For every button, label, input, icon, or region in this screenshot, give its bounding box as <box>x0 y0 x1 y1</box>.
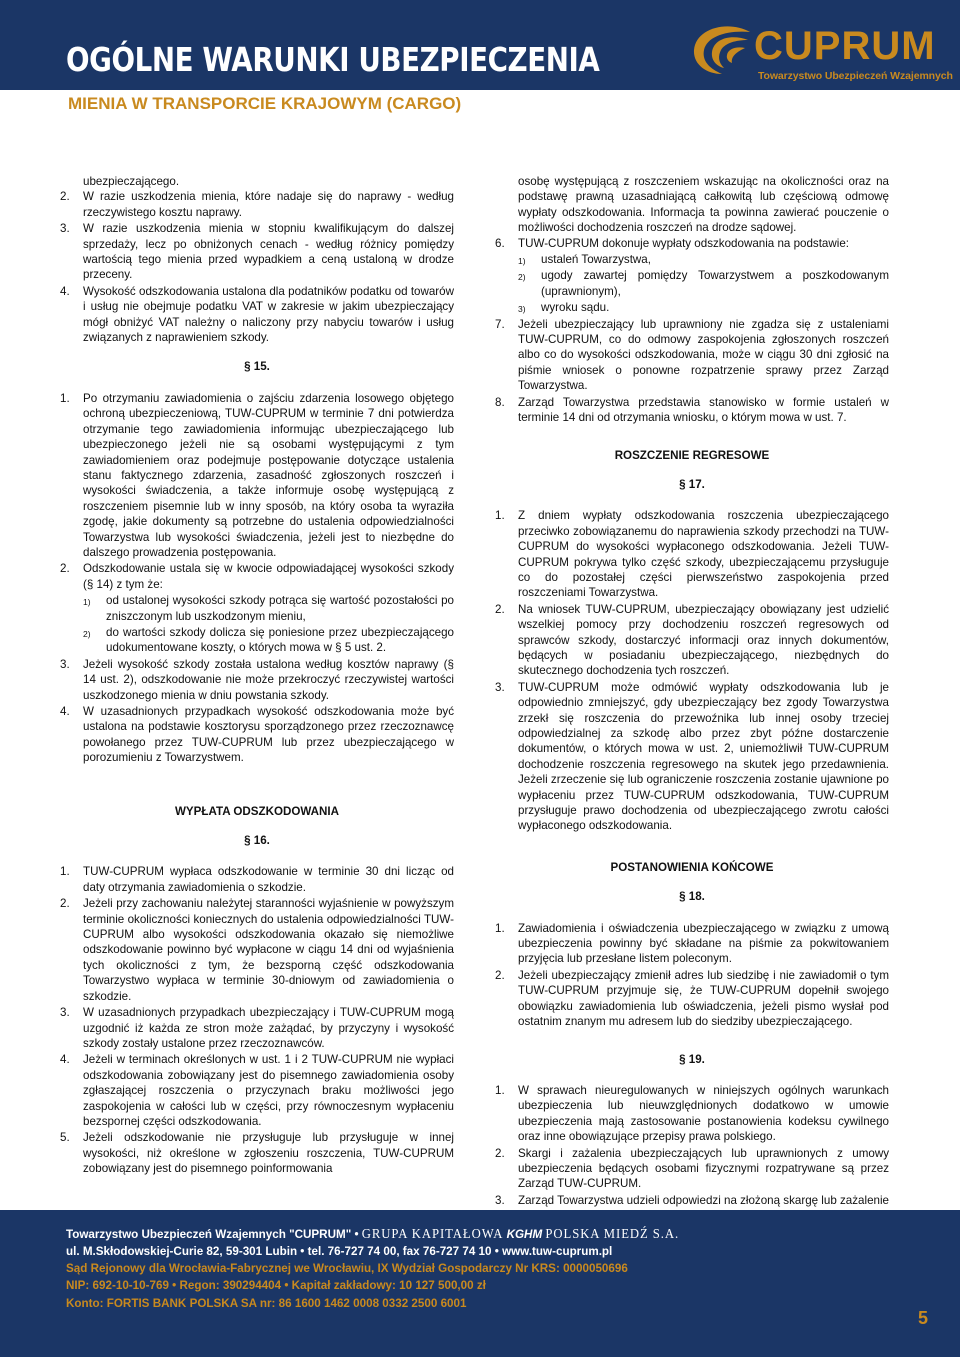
list-item <box>495 680 889 834</box>
footer-company-line <box>66 1226 679 1242</box>
footer-nip: NIP: 692-10-10-769 • Regon: 390294404 • Kapitał zakładowy: 10 127 500,00 zł <box>66 1278 486 1292</box>
item-number: 3. <box>495 680 505 694</box>
item-text: W uzasadnionych przypadkach ubezpieczający i TUW-CUPRUM mogą uzgodnić iż każda ze stron może zażądać, by przyczyny i wysokość szkody zostały ustalone przez rzeczoznawców. <box>83 1006 454 1050</box>
item-number: 3. <box>60 222 70 236</box>
sub-item-number: 1) <box>83 597 91 608</box>
list-item <box>60 657 454 703</box>
item-text: Jeżeli przy zachowaniu należytej staranności wyjaśnienie w powyższym terminie okoliczności koniecznych do ustalenia odpowiedzialności TUW-CUPRUM albo wysokości odszkodowania okazało się niemożliwe odszkodowanie powinno być wypłacone w ciągu 14 dni od wyjaśnienia tych okoliczności z tym, że bezsporną część odszkodowania Towarzystwo wypłaca w terminie 30-dniowym od zawiadomienia o szkodzie. <box>83 897 454 1003</box>
section-number: § 19. <box>679 1052 705 1066</box>
item-number: 1. <box>495 509 505 523</box>
item-number: 2. <box>60 190 70 204</box>
item-text: Wysokość odszkodowania ustalona dla podatników podatku od towarów i usług nie obejmuje podatku VAT w zakresie w jakim ubezpieczający mógł obniżyć VAT należny o naliczony przy nabyciu towarów i usług związanych z naprawieniem szkody. <box>83 284 454 345</box>
item-text: Jeżeli wysokość szkody została ustalona według kosztów naprawy (§ 14 ust. 2), odszkodowanie nie może przekroczyć rzeczywistej wartości uszkodzonego mienia w dniu powstania szkody. <box>83 657 454 702</box>
item-number: 3. <box>495 1193 505 1207</box>
list-item <box>60 284 454 346</box>
list-item <box>60 221 454 283</box>
page-number: 5 <box>917 1308 928 1328</box>
list-item <box>60 704 454 766</box>
list-item <box>60 189 454 220</box>
cuprum-logo <box>688 22 953 84</box>
item-text: Jeżeli w terminach określonych w ust. 1 i 2 TUW-CUPRUM nie wypłaci odszkodowania zobowiązany jest do pisemnego zawiadomienia osoby zgłaszającej roszczenia o przyczynach braku możliwości jego zaspokojenia w całości lub w części, przy równoczesnym wypłaceniu bezspornej części odszkodowania. <box>83 1053 454 1128</box>
item-number: 2. <box>495 968 505 982</box>
footer-group: GRUPA KAPITAŁOWA <box>361 1226 504 1241</box>
item-text: Zawiadomienia i oświadczenia ubezpieczającego w związku z umową ubezpieczenia powinny być składane na piśmie za pokwitowaniem przyjęcia lub przesłane listem poleconym. <box>518 921 889 966</box>
item-text: W uzasadnionych przypadkach wysokość odszkodowania może być ustalona na podstawie kosztorysu sporządzonego przez rzeczoznawcę powołanego przez TUW-CUPRUM lub przez ubezpieczającego w porozumieniu z Towarzystwem. <box>83 705 454 765</box>
sub-item <box>83 593 454 624</box>
sub-item <box>518 300 889 315</box>
item-number: 8. <box>495 395 505 409</box>
item-number: 1. <box>495 1083 505 1097</box>
sub-item-text: ugody zawartej pomiędzy Towarzystwem a poszkodowanym (uprawnionym), <box>541 269 889 298</box>
item-number: 2. <box>495 1146 505 1160</box>
footer-bank-account: Konto: FORTIS BANK POLSKA SA nr: 86 1600 1462 0008 0332 2500 6001 <box>66 1296 467 1310</box>
item-text: W razie uszkodzenia mienia, które nadaje się do naprawy - według rzeczywistego kosztu naprawy. <box>83 190 454 219</box>
footer-address: ul. M.Skłodowskiej-Curie 82, 59-301 Lubin • tel. 76-727 74 00, fax 76-727 74 10 • www.tuw-cuprum.pl <box>66 1244 613 1258</box>
item-number: 2. <box>60 897 70 911</box>
list-item <box>60 561 454 655</box>
logo-tagline: Towarzystwo Ubezpieczeń Wzajemnych <box>758 70 953 82</box>
list-item <box>495 1083 889 1145</box>
sub-item-text: ustaleń Towarzystwa, <box>541 253 651 267</box>
item-text: Po otrzymaniu zawiadomienia o zajściu zdarzenia losowego objętego ochroną ubezpieczeniową, TUW-CUPRUM w terminie 7 dni potwierdza otrzymanie tego zawiadomienia informując ubezpieczającego lub ubezpieczonego jeżeli nie są osobami występującymi z tym zawiadomieniem oraz podejmuje postępowanie dotyczące ustalenia stanu faktycznego zdarzenia, zasadność zgłoszonych roszczeń i wysokości świadczenia, a także informuje osobę występującą z roszczeniem pisemnie lub w inny sposób, na który osoba ta wyraziła zgodę, jakie dokumenty są potrzebne do ustalenia odpowiedzialności Towarzystwa lub wysokości świadczenia, jeżeli jest to niezbędne do dalszego prowadzenia postępowania. <box>83 391 454 559</box>
sub-item-number: 1) <box>518 256 526 267</box>
item-text: TUW-CUPRUM może odmówić wypłaty odszkodowania lub je odpowiednio zmniejszyć, gdy ubezpieczający bez zgody Towarzystwa zrzekł się roszczenia do przewoźnika lub innej osoby trzeciej odpowiedzialnej za szkodę albo przez zbyt późne dostarczenie dokumentów, o których mowa w ust. 2, uniemożliwił TUW-CUPRUM dochodzenie roszczenia regresowego na skutek jego przedawnienia. Jeżeli zrzeczenie się lub ograniczenie roszczenia zostanie ujawnione po wypłaceniu przez TUW-CUPRUM odszkodowania, TUW-CUPRUM przysługuje prawo dochodzenia od ubezpieczającego zwrotu całości wypłaconego odszkodowania. <box>518 680 889 833</box>
footer-court: Sąd Rejonowy dla Wrocławia-Fabrycznej we Wrocławiu, IX Wydział Gospodarczy Nr KRS: 0000050696 <box>66 1261 628 1275</box>
section-title: ROSZCZENIE REGRESOWE <box>614 448 770 462</box>
list-item <box>495 921 889 967</box>
paragraph-continuation: osobę występującą z roszczeniem wskazując na okoliczności oraz na podstawę prawną uzasadniającą całkowitą lub częściową odmowę wypłaty odszkodowania. Informacja ta powinna zawierać pouczenie o możliwości dochodzenia roszczeń na drodze sądowej. <box>518 175 889 235</box>
item-text: Jeżeli ubezpieczający zmienił adres lub siedzibę i nie zawiadomił o tym TUW-CUPRUM przyjmuje się, że TUW-CUPRUM dopełnił swojego obowiązku zawiadomienia lub oświadczenia, jeżeli pismo wysłał pod ostatnim znanym mu adresem lub do siedziby ubezpieczającego. <box>518 968 889 1029</box>
list-item <box>60 1052 454 1129</box>
list-item <box>495 317 889 394</box>
item-text: TUW-CUPRUM dokonuje wypłaty odszkodowania na podstawie: <box>518 236 849 250</box>
sub-item-number: 3) <box>518 304 526 315</box>
item-number: 7. <box>495 317 505 331</box>
section-number: § 16. <box>244 834 270 848</box>
item-number: 2. <box>60 562 70 576</box>
footer-polska: POLSKA MIEDŹ S.A. <box>545 1226 680 1241</box>
section-number: § 18. <box>679 890 705 904</box>
item-number: 4. <box>60 284 70 298</box>
logo-name: CUPRUM <box>754 24 936 68</box>
footer-kghm: KGHM <box>506 1227 543 1241</box>
item-number: 5. <box>60 1131 70 1145</box>
left-column <box>60 174 454 1178</box>
section-number: § 17. <box>679 477 705 491</box>
item-number: 6. <box>495 236 505 250</box>
item-text: Skargi i zażalenia ubezpieczających lub uprawnionych z umowy ubezpieczenia będących osobami fizycznymi rozpatrywane są przez Zarząd TUW-CUPRUM. <box>518 1146 889 1191</box>
list-item <box>495 968 889 1030</box>
item-number: 4. <box>60 1053 70 1067</box>
list-item <box>60 896 454 1004</box>
sub-item <box>518 252 889 267</box>
item-number: 4. <box>60 705 70 718</box>
list-item <box>495 1146 889 1192</box>
item-text: Na wniosek TUW-CUPRUM, ubezpieczający obowiązany jest udzielić wszelkiej pomocy przy dochodzeniu roszczeń regresowych od sprawców szkody, dostarczyć informacji oraz innych dokumentów, będących w posiadaniu ubezpieczającego, niezbędnych do skutecznego dochodzenia tych roszczeń. <box>518 602 889 678</box>
section-number: § 15. <box>244 360 270 374</box>
list-item <box>495 395 889 426</box>
item-text: TUW-CUPRUM wypłaca odszkodowanie w terminie 30 dni licząc od daty otrzymania zawiadomienia o szkodzie. <box>83 865 454 894</box>
item-text: Zarząd Towarzystwa udzieli odpowiedzi na złożoną skargę lub zażalenie <box>518 1193 889 1207</box>
sub-item-number: 2) <box>83 628 91 639</box>
sub-item-text: do wartości szkody dolicza się poniesione przez ubezpieczającego udokumentowane koszty, o których mowa w § 5 ust. 2. <box>106 625 454 655</box>
right-column <box>495 174 889 1225</box>
item-number: 1. <box>60 865 70 879</box>
item-text: Z dniem wypłaty odszkodowania roszczenia ubezpieczającego przeciwko zobowiązanemu do naprawienia szkody przechodzi na TUW-CUPRUM do wysokości wypłaconego odszkodowania. Jeżeli TUW-CUPRUM pokrywa tylko część szkody, ubezpieczającemu przysługuje co do pozostałej części pierwszeństwo zaspokojenia przed roszczeniami Towarzystwa. <box>518 509 889 600</box>
list-item <box>495 508 889 600</box>
document-title: OGÓLNE WARUNKI UBEZPIECZENIA <box>66 40 600 79</box>
item-text: W sprawach nieuregulowanych w niniejszych ogólnych warunkach ubezpieczenia lub nieuwzględnionych dodatkowo w umowie ubezpieczenia mają zastosowanie postanowienia kodeksu cywilnego oraz inne obowiązujące przepisy prawa polskiego. <box>518 1083 889 1144</box>
item-text: Jeżeli odszkodowanie nie przysługuje lub przysługuje w innej wysokości, niż określone w zgłoszeniu roszczenia, TUW-CUPRUM zobowiązany jest do pisemnego poinformowania <box>83 1131 454 1176</box>
list-item <box>60 1130 454 1176</box>
header-band <box>0 0 960 90</box>
sub-item <box>518 268 889 299</box>
item-number: 2. <box>495 602 505 616</box>
sub-item <box>83 625 454 656</box>
document-subtitle: MIENIA W TRANSPORCIE KRAJOWYM (CARGO) <box>68 94 462 113</box>
list-item <box>495 236 889 316</box>
sub-item-number: 2) <box>518 272 526 283</box>
section-title: WYPŁATA ODSZKODOWANIA <box>174 804 339 818</box>
section-title: POSTANOWIENIA KOŃCOWE <box>610 860 774 874</box>
logo-swoosh-icon <box>688 22 760 82</box>
list-item <box>60 864 454 895</box>
list-item <box>60 1005 454 1051</box>
list-item <box>495 602 889 679</box>
sub-item-text: od ustalonej wysokości szkody potrąca się wartość pozostałości po zniszczonym lub uszkodzonym mieniu, <box>106 594 454 623</box>
item-text: Odszkodowanie ustala się w kwocie odpowiadającej wysokości szkody (§ 14) z tym że: <box>83 562 454 591</box>
item-text: Zarząd Towarzystwa przedstawia stanowisko w formie ustaleń w terminie 14 dni od otrzymania wniosku, o którym mowa w ust. 7. <box>518 395 889 425</box>
item-number: 3. <box>60 1006 70 1020</box>
item-text: Jeżeli ubezpieczający lub uprawniony nie zgadza się z ustaleniami TUW-CUPRUM, co do odmowy zaspokojenia zgłoszonych roszczeń albo co do wysokości odszkodowania, może w ciągu 30 dni zgłosić na piśmie wniosek o ponowne rozpatrzenie sprawy przez Zarząd Towarzystwa. <box>518 317 889 393</box>
footer-band <box>0 1210 960 1357</box>
item-number: 3. <box>60 657 70 671</box>
item-text: W razie uszkodzenia mienia w stopniu kwalifikującym do dalszej sprzedaży, lecz po obniżonych cenach - według różnicy pomiędzy wartością tego mienia przed wypadkiem a ceną ustaloną w drodze przeceny. <box>83 222 454 282</box>
footer-company: Towarzystwo Ubezpieczeń Wzajemnych "CUPRUM" • <box>66 1227 359 1241</box>
item-number: 1. <box>60 391 70 405</box>
list-item <box>60 391 454 560</box>
paragraph-continuation: ubezpieczającego. <box>83 175 180 188</box>
sub-item-text: wyroku sądu. <box>541 301 610 315</box>
item-number: 1. <box>495 921 505 935</box>
